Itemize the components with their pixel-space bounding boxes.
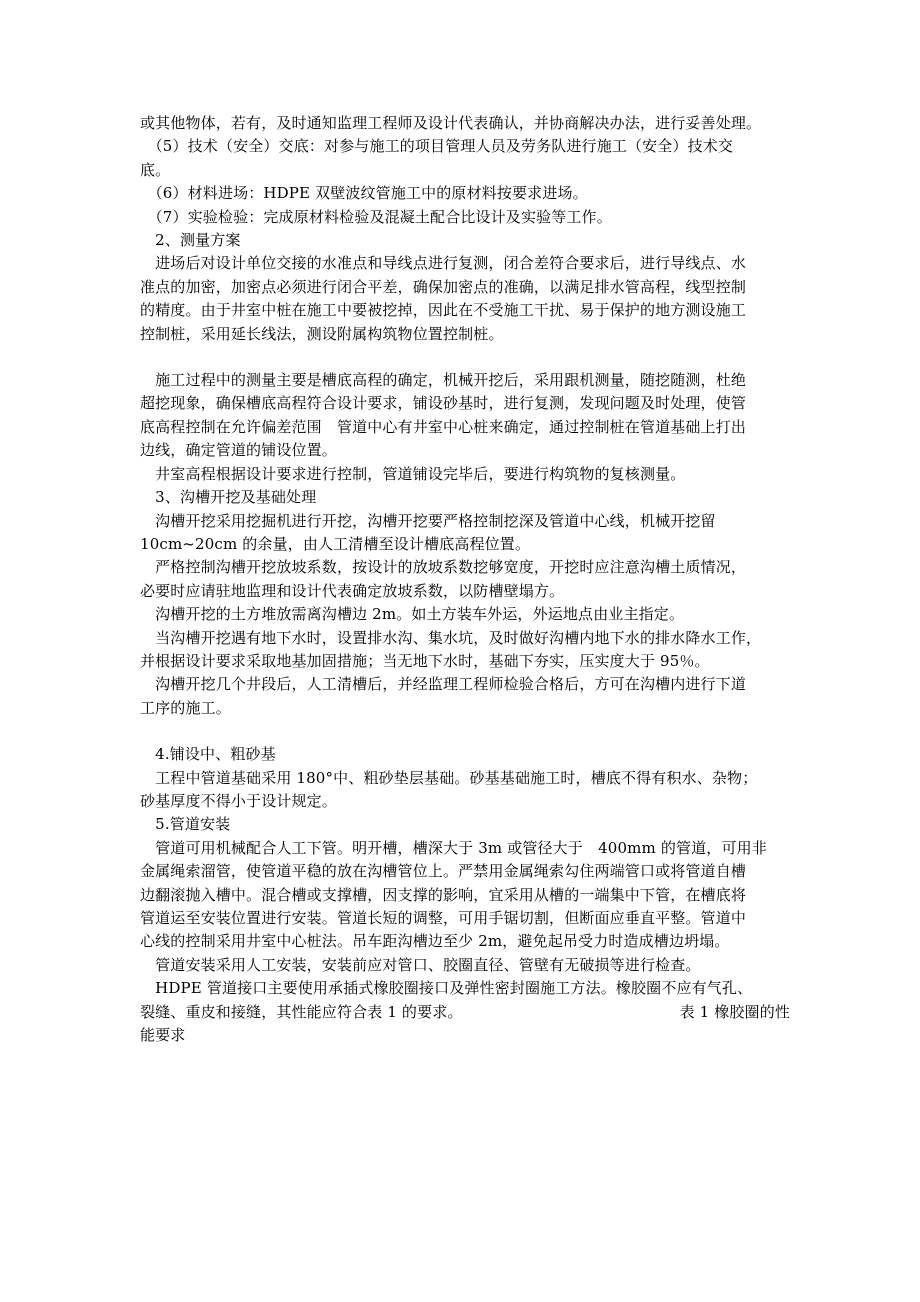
text-line: （5）技术（安全）交底：对参与施工的项目管理人员及劳务队进行施工（安全）技术交 bbox=[140, 137, 734, 156]
text-line: 10cm~20cm 的余量，由人工清槽至设计槽底高程位置。 bbox=[140, 534, 531, 553]
text-line: （7）实验检验：完成原材料检验及混凝土配合比设计及实验等工作。 bbox=[140, 207, 612, 226]
text-line: 沟槽开挖采用挖掘机进行开挖，沟槽开挖要严格控制挖深及管道中心线，机械开挖留 bbox=[140, 511, 716, 530]
text-line: 控制桩，采用延长线法，测设附属构筑物位置控制桩。 bbox=[140, 324, 504, 343]
text-line: 的精度。由于井室中桩在施工中要被挖掉，因此在不受施工干扰、易于保护的地方测设施工 bbox=[140, 301, 747, 320]
blank-line bbox=[140, 346, 790, 369]
text-line: 必要时应请驻地监理和设计代表确定放坡系数，以防槽壁塌方。 bbox=[140, 581, 565, 600]
text-line-left: 裂缝、重皮和接缝，其性能应符合表 1 的要求。 bbox=[140, 1002, 463, 1021]
text-line: 管道运至安装位置进行安装。管道长短的调整，可用手锯切割，但断面应垂直平整。管道中 bbox=[140, 909, 747, 927]
text-line-with-table-caption bbox=[140, 1001, 790, 1024]
text-line: 严格控制沟槽开挖放坡系数，按设计的放坡系数挖够宽度，开挖时应注意沟槽土质情况， bbox=[140, 558, 747, 577]
table-caption: 表 1 橡胶圈的性 bbox=[679, 1002, 790, 1021]
text-line: 工序的施工。 bbox=[140, 698, 231, 717]
section-heading: 5.管道安装 bbox=[140, 815, 231, 834]
document-page bbox=[140, 112, 790, 1047]
text-line: 心线的控制采用井室中心桩法。吊车距沟槽边至少 2m，避免起吊受力时造成槽边坍塌。 bbox=[140, 932, 730, 951]
text-line: 工程中管道基础采用 180°中、粗砂垫层基础。砂基基础施工时，槽底不得有积水、杂物； bbox=[140, 768, 758, 787]
section-heading: 3、沟槽开挖及基础处理 bbox=[140, 488, 317, 507]
section-heading: 2、测量方案 bbox=[140, 231, 241, 250]
text-line: 或其他物体，若有，及时通知监理工程师及设计代表确认，并协商解决办法，进行妥善处理。 bbox=[140, 114, 762, 132]
text-line: 砂基厚度不得小于设计规定。 bbox=[140, 791, 337, 810]
text-line: 金属绳索溜管，使管道平稳的放在沟槽管位上。严禁用金属绳索勾住两端管口或将管道自槽 bbox=[140, 862, 747, 881]
text-line: 并根据设计要求采取地基加固措施；当无地下水时，基础下夯实，压实度大于 95％。 bbox=[140, 651, 710, 670]
text-line: （6）材料进场：HDPE 双壁波纹管施工中的原材料按要求进场。 bbox=[140, 184, 588, 203]
text-line: 沟槽开挖的土方堆放需离沟槽边 2m。如土方装车外运，外运地点由业主指定。 bbox=[140, 605, 685, 624]
text-line: 边线，确定管道的铺设位置。 bbox=[140, 441, 337, 460]
text-line: 准点的加密，加密点必须进行闭合平差，确保加密点的准确，以满足排水管高程，线型控制 bbox=[140, 277, 747, 296]
text-line: 进场后对设计单位交接的水准点和导线点进行复测，闭合差符合要求后，进行导线点、水 bbox=[140, 254, 747, 273]
text-line: HDPE 管道接口主要使用承插式橡胶圈接口及弹性密封圈施工方法。橡胶圈不应有气孔、 bbox=[140, 979, 753, 998]
text-line: 管道安装采用人工安装，安装前应对管口、胶圈直径、管壁有无破损等进行检查。 bbox=[140, 955, 701, 974]
text-line: 沟槽开挖几个井段后，人工清槽后，并经监理工程师检验合格后，方可在沟槽内进行下道 bbox=[140, 675, 747, 694]
text-line: 当沟槽开挖遇有地下水时，设置排水沟、集水坑，及时做好沟槽内地下水的排水降水工作， bbox=[140, 628, 762, 647]
section-heading: 4.铺设中、粗砂基 bbox=[140, 745, 276, 764]
text-line: 底。 bbox=[140, 160, 171, 179]
text-line: 超挖现象，确保槽底高程符合设计要求，铺设砂基时，进行复测，发现问题及时处理，使管 bbox=[140, 394, 747, 413]
text-line: 施工过程中的测量主要是槽底高程的确定，机械开挖后，采用跟机测量，随挖随测，杜绝 bbox=[140, 371, 747, 390]
text-line: 井室高程根据设计要求进行控制，管道铺设完毕后，要进行构筑物的复核测量。 bbox=[140, 464, 686, 483]
table-caption-continued: 能要求 bbox=[140, 1026, 186, 1045]
text-line: 管道可用机械配合人工下管。明开槽，槽深大于 3m 或管径大于 400mm 的管道，可用非 bbox=[140, 838, 767, 857]
text-line: 边翻滚抛入槽中。混合槽或支撑槽，因支撑的影响，宜采用从槽的一端集中下管，在槽底将 bbox=[140, 885, 747, 904]
blank-line bbox=[140, 720, 790, 743]
text-line: 底高程控制在允许偏差范围 管道中心有井室中心桩来确定，通过控制桩在管道基础上打出 bbox=[140, 417, 747, 436]
